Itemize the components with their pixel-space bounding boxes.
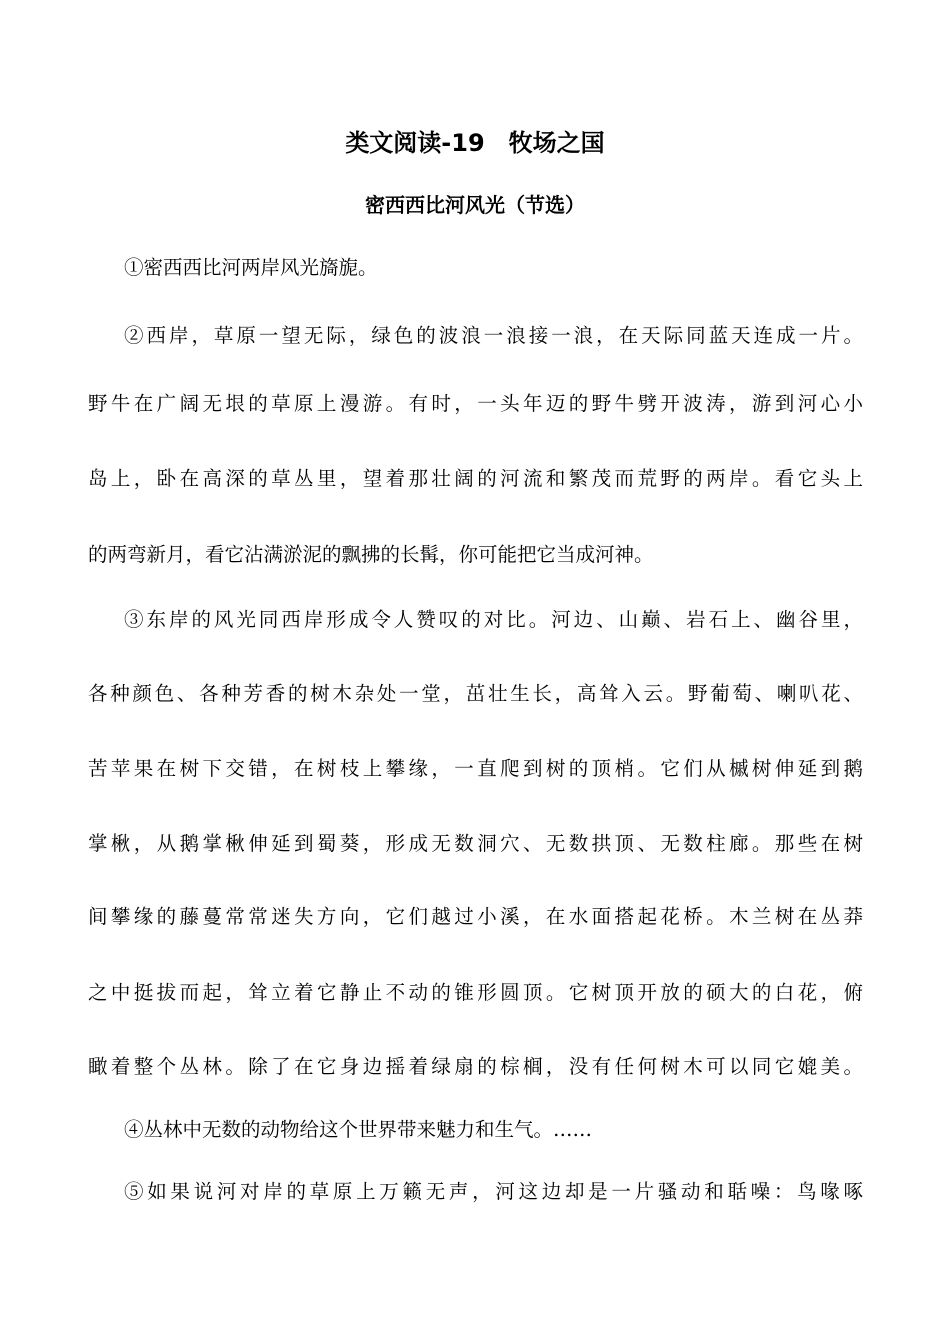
text-line-10: 间攀缘的藤蔓常常迷失方向，它们越过小溪，在水面搭起花桥。木兰树在丛莽 [88,905,863,928]
text-line-13: ④丛林中无数的动物给这个世界带来魅力和生气。…… [124,1118,593,1141]
text-line-6: ③东岸的风光同西岸形成令人赞叹的对比。河边、山巅、岩石上、幽谷里， [124,608,863,631]
text-line-2: ②西岸，草原一望无际，绿色的波浪一浪接一浪，在天际同蓝天连成一片。 [124,324,863,347]
text-line-12: 瞰着整个丛林。除了在它身边摇着绿扇的棕榈，没有任何树木可以同它媲美。 [88,1055,863,1078]
text-line-11: 之中挺拔而起，耸立着它静止不动的锥形圆顶。它树顶开放的硕大的白花，俯 [88,981,863,1004]
article-subtitle: 密西西比河风光（节选） [365,193,585,217]
text-line-3: 野牛在广阔无垠的草原上漫游。有时，一头年迈的野牛劈开波涛，游到河心小 [88,392,863,415]
text-line-7: 各种颜色、各种芳香的树木杂处一堂，茁壮生长，高耸入云。野葡萄、喇叭花、 [88,682,863,705]
page-title: 类文阅读-19 牧场之国 [345,129,605,157]
text-line-8: 苦苹果在树下交错，在树枝上攀缘，一直爬到树的顶梢。它们从槭树伸延到鹅 [88,757,863,780]
text-line-14: ⑤如果说河对岸的草原上万籁无声，河这边却是一片骚动和聒噪：鸟喙啄 [124,1180,863,1203]
text-line-4: 岛上，卧在高深的草丛里，望着那壮阔的河流和繁茂而荒野的两岸。看它头上 [88,467,863,490]
text-line-1: ①密西西比河两岸风光旖旎。 [124,256,378,279]
text-line-9: 掌楸，从鹅掌楸伸延到蜀葵，形成无数洞穴、无数拱顶、无数柱廊。那些在树 [88,832,863,855]
text-line-5: 的两弯新月，看它沾满淤泥的飘拂的长髯，你可能把它当成河神。 [88,543,654,566]
